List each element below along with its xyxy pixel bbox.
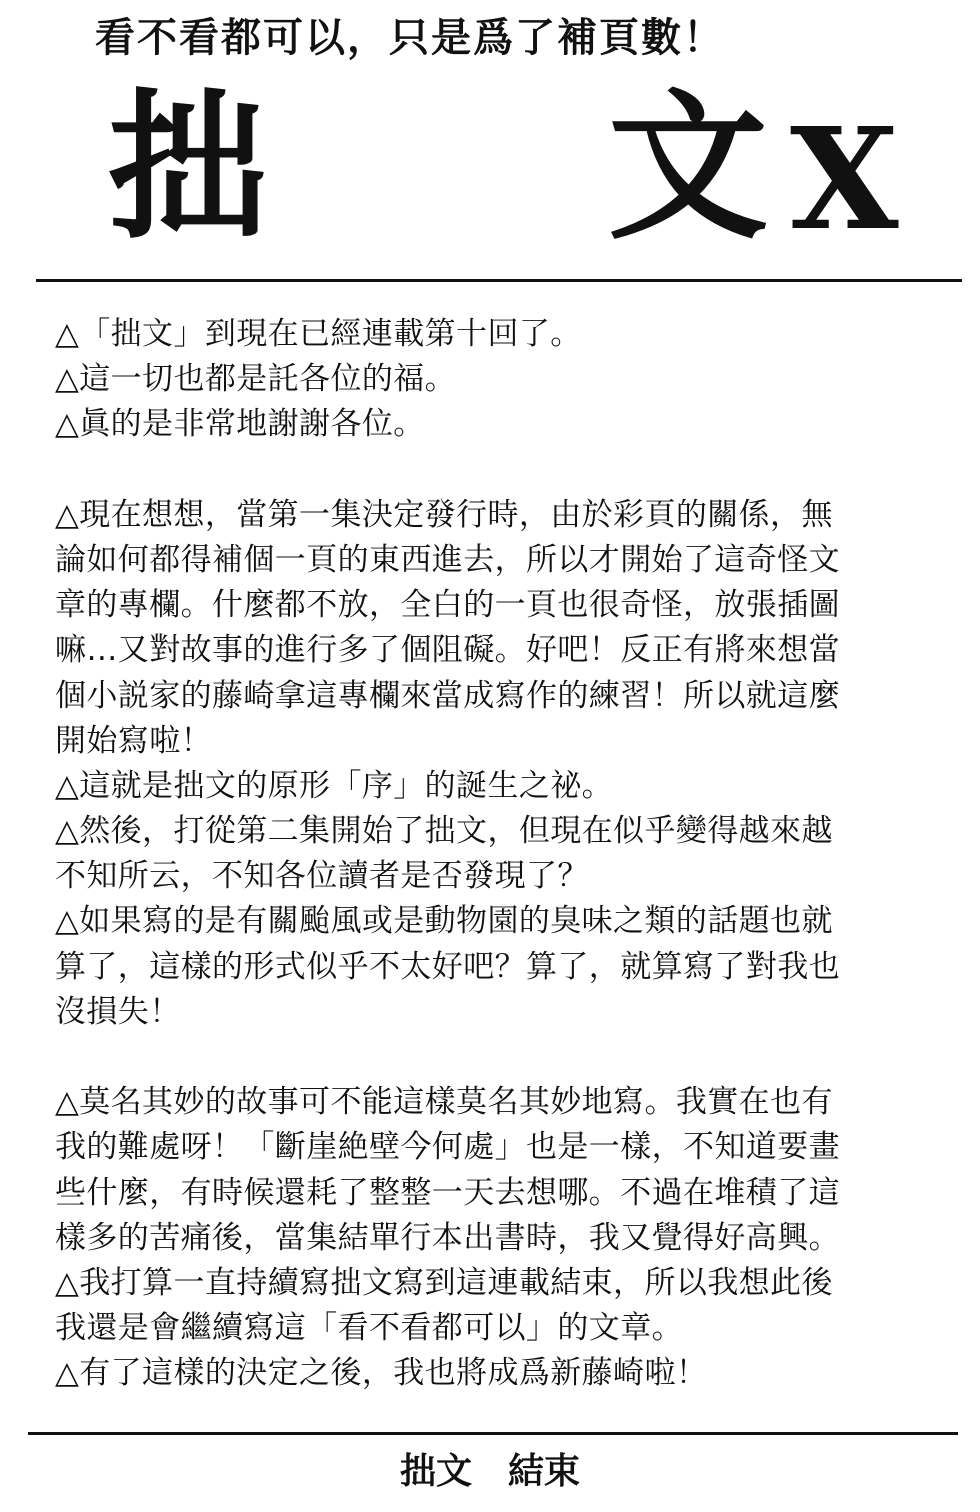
text-line: 我還是會繼續寫這「看不看都可以」的文章。 (55, 1310, 683, 1347)
text-line: △現在想想，當第一集決定發行時，由於彩頁的關係，無 (55, 496, 833, 533)
text-line: 論如何都得補個一頁的東西進去，所以才開始了這奇怪文 (55, 541, 840, 578)
bottom-divider (28, 1432, 958, 1435)
text-line: △有了這樣的決定之後，我也將成爲新藤崎啦！ (55, 1355, 708, 1392)
text-line: △這就是拙文的原形「序」的誕生之祕。 (55, 767, 614, 804)
paragraph-gap (55, 448, 935, 493)
title-suffix: X (790, 98, 899, 262)
text-line: △「拙文」到現在已經連載第十回了。 (55, 316, 582, 352)
text-line: 我的難處呀！「斷崖絶壁今何處」也是一樣，不知道要畫 (55, 1129, 840, 1166)
text-line: 沒損失！ (55, 993, 181, 1030)
text-line: 些什麼，有時候還耗了整整一天去想哪。不過在堆積了這 (55, 1174, 840, 1211)
text-line: 樣多的苦痛後，當集結單行本出書時，我又覺得好高興。 (55, 1219, 840, 1256)
footer-end-note: 拙文 結束 (399, 1451, 580, 1492)
text-line: 個小説家的藤崎拿這專欄來當成寫作的練習！所以就這麼 (55, 677, 840, 714)
text-line: △然後，打從第二集開始了拙文，但現在似乎變得越來越 (55, 813, 833, 850)
text-line: △如果寫的是有關颱風或是動物園的臭味之類的話題也就 (55, 903, 833, 940)
text-line: 嘛…又對故事的進行多了個阻礙。好吧！反正有將來想當 (55, 632, 840, 669)
text-line: 章的專欄。什麼都不放，全白的一頁也很奇怪，放張插圖 (55, 587, 840, 624)
text-line: △眞的是非常地謝謝各位。 (55, 406, 425, 443)
text-line: △這一切也都是託各位的福。 (55, 361, 457, 398)
text-line: △我打算一直持續寫拙文寫到這連載結束，所以我想此後 (55, 1264, 833, 1301)
text-line: 算了，這樣的形式似乎不太好吧？算了，就算寫了對我也 (55, 948, 840, 985)
paragraph-gap (55, 1035, 935, 1080)
text-line: △莫名其妙的故事可不能這樣莫名其妙地寫。我實在也有 (55, 1084, 833, 1121)
top-divider (36, 279, 962, 282)
article-body (55, 312, 935, 1397)
title-char-2: 文 (608, 74, 769, 261)
title-char-1: 拙 (108, 74, 269, 261)
text-line: 不知所云，不知各位讀者是否發現了？ (55, 858, 589, 895)
text-line: 開始寫啦！ (55, 722, 212, 759)
page-subtitle: 看不看都可以，只是爲了補頁數！ (95, 15, 725, 61)
